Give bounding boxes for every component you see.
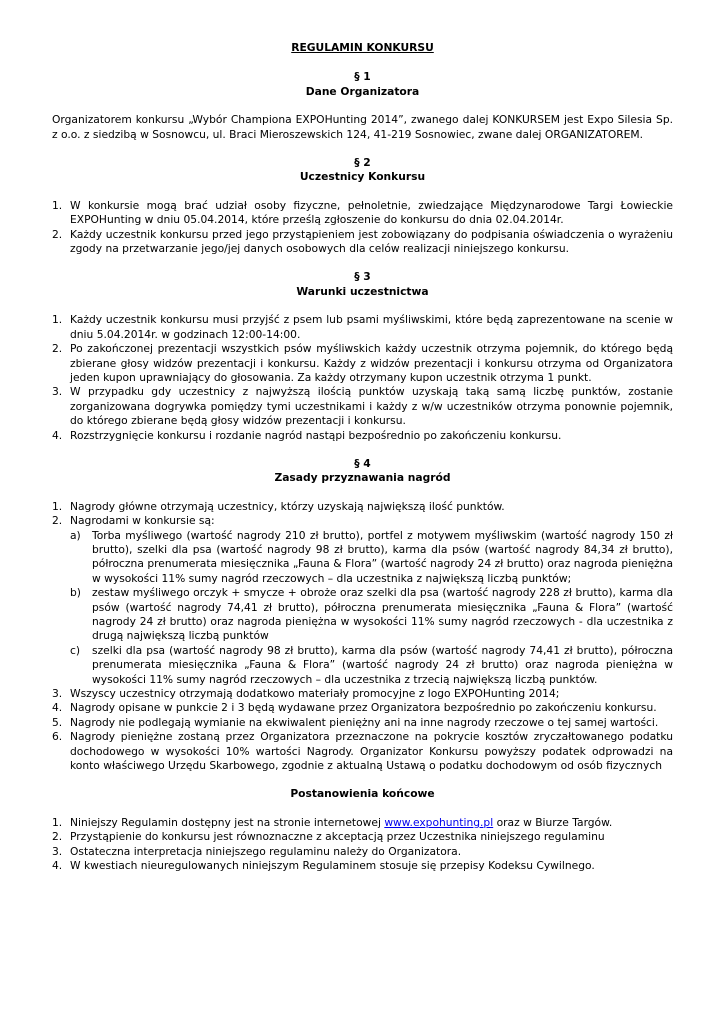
sublist-item-text: zestaw myśliwego orczyk + smycze + obroże oraz szelki dla psa (wartość nagrody 228 zł brutto), karma dla psów (wartość nagrody 74,41 zł brutto), półroczna prenumerata miesięcznika „Fauna & Flora” (wartość nagrody 24 zł brutto) oraz nagroda pieniężna w wysokości 11% sumy nagród rzeczowych - dla uczestnika z drugą największą liczbą punktów	[92, 586, 673, 643]
section-1-number: § 1	[354, 70, 371, 84]
list-marker: 2.	[52, 227, 63, 241]
sublist-marker: b)	[70, 586, 81, 600]
section-3-number: § 3	[354, 270, 371, 284]
list-item	[52, 514, 673, 687]
list-item	[52, 313, 673, 342]
list-item	[52, 815, 673, 830]
list-item-text: Wszyscy uczestnicy otrzymają dodatkowo materiały promocyjne z logo EXPOHunting 2014;	[70, 687, 560, 701]
sublist-item	[70, 586, 673, 644]
section-4-list	[52, 500, 673, 774]
list-marker: 6.	[52, 730, 63, 744]
list-marker: 1.	[52, 313, 63, 327]
sublist-item-text: Torba myśliwego (wartość nagrody 210 zł brutto), portfel z motywem myśliwskim (wartość nagrody 150 zł brutto), szelki dla psa (wartość nagrody 98 zł brutto), karma dla psów (wartość nagrody 84,34 zł brutto), półroczna prenumerata miesięcznika „Fauna & Flora” (wartość nagrody 24 zł brutto) oraz nagroda pieniężna w wysokości 11% sumy nagród rzeczowych – dla uczestnika z największą liczbą punktów;	[92, 528, 673, 585]
list-item	[52, 342, 673, 385]
list-item	[52, 830, 673, 844]
list-marker: 4.	[52, 701, 63, 715]
final-provisions-list	[52, 816, 673, 874]
section-1-heading: Dane Organizatora	[305, 84, 420, 98]
expohunting-link[interactable]: www.expohunting.pl	[384, 815, 494, 829]
list-item	[52, 687, 673, 701]
section-2-heading: Uczestnicy Konkursu	[299, 170, 426, 184]
list-item	[52, 499, 673, 514]
list-marker: 4.	[52, 428, 63, 442]
sublist-item-text: szelki dla psa (wartość nagrody 98 zł brutto), karma dla psów (wartość nagrody 74,41 zł brutto), półroczna prenumerata miesięcznika „Fauna & Flora” (wartość nagrody 24 zł brutto) oraz nagroda pieniężna w wysokości 11% sumy nagród rzeczowych – dla uczestnika z trzecią największą liczbą punktów.	[92, 643, 673, 686]
list-item	[52, 198, 673, 228]
list-item-text: Niniejszy Regulamin dostępny jest na stronie internetowej	[70, 815, 385, 829]
list-item	[52, 428, 673, 443]
section-4-heading: Zasady przyznawania nagród	[274, 471, 451, 485]
sublist-marker: c)	[70, 643, 81, 657]
list-item-text: W kwestiach nieuregulowanych niniejszym Regulaminem stosuje się przepisy Kodeksu Cywilnego.	[70, 859, 595, 873]
section-1-text: Organizatorem konkursu „Wybór Championa EXPOHunting 2014”, zwanego dalej KONKURSEM jest Expo Silesia Sp. z o.o. z siedzibą w Sosnowcu, ul. Braci Mieroszewskich 124, 41-219 Sosnowiec, zwane dalej ORGANIZATOREM.	[52, 113, 673, 141]
section-4-number: § 4	[354, 456, 371, 470]
list-marker: 2.	[52, 830, 63, 844]
section-3-heading: Warunki uczestnictwa	[296, 284, 429, 298]
list-marker: 3.	[52, 687, 63, 701]
list-marker: 2.	[52, 342, 63, 356]
sublist-item	[70, 528, 673, 587]
list-item-text: Nagrody nie podlegają wymianie na ekwiwalent pieniężny ani na inne nagrody rzeczowe o tej samej wartości.	[70, 715, 659, 729]
list-item-text: Ostateczna interpretacja niniejszego regulaminu należy do Organizatora.	[70, 844, 462, 858]
list-item-text: Nagrody główne otrzymają uczestnicy, którzy uzyskają największą ilość punktów.	[70, 499, 505, 513]
list-item-text: Nagrodami w konkursie są:	[70, 514, 215, 528]
prize-sublist	[70, 529, 673, 687]
list-item	[52, 385, 673, 428]
list-marker: 3.	[52, 385, 63, 399]
list-item-text: W konkursie mogą brać udział osoby fizyczne, pełnoletnie, zwiedzające Międzynarodowe Targi Łowieckie EXPOHunting w dniu 05.04.2014, które prześlą zgłoszenie do konkursu do dnia 02.04.2014r.	[70, 198, 673, 227]
list-item	[52, 701, 673, 715]
list-item	[52, 227, 673, 257]
list-item-text: Nagrody opisane w punkcie 2 i 3 będą wydawane przez Organizatora bezpośrednio po zakończeniu konkursu.	[70, 701, 657, 715]
final-provisions-heading: Postanowienia końcowe	[290, 787, 435, 801]
sublist-item	[70, 643, 673, 687]
section-3-list	[52, 313, 673, 443]
list-marker: 5.	[52, 715, 63, 729]
list-marker: 2.	[52, 514, 63, 528]
list-item-text: Przystąpienie do konkursu jest równoznaczne z akceptacją przez Uczestnika niniejszego regulaminu	[70, 830, 605, 844]
section-2-list	[52, 199, 673, 257]
list-item-text: Każdy uczestnik konkursu przed jego przystąpieniem jest zobowiązany do podpisania oświadczenia o wyrażeniu zgody na przetwarzanie jego/jej danych osobowych dla celów realizacji niniejszego konkursu.	[70, 227, 673, 256]
sublist-marker: a)	[70, 528, 81, 542]
list-item	[52, 715, 673, 730]
section-2-number: § 2	[354, 156, 371, 170]
list-item-text: Po zakończonej prezentacji wszystkich psów myśliwskich każdy uczestnik otrzyma pojemnik, do którego będą zbierane głosy widzów prezentacji i konkursu. Każdy z widzów prezentacji i konkursu otrzyma od Organizatora jeden kupon uprawniający do głosowania. Za każdy otrzymany kupon uczestnik otrzyma 1 punkt.	[70, 342, 673, 384]
list-marker: 1.	[52, 815, 63, 829]
list-item-text: Każdy uczestnik konkursu musi przyjść z psem lub psami myśliwskimi, które będą zaprezentowane na scenie w dniu 5.04.2014r. w godzinach 12:00-14:00.	[70, 313, 673, 341]
list-marker: 1.	[52, 499, 63, 513]
list-marker: 4.	[52, 859, 63, 873]
list-item	[52, 730, 673, 773]
list-marker: 1.	[52, 198, 63, 212]
list-item-text: Rozstrzygnięcie konkursu i rozdanie nagród nastąpi bezpośrednio po zakończeniu konkursu.	[70, 428, 562, 442]
list-item-text: W przypadku gdy uczestnicy z najwyższą ilością punktów uzyskają taką samą liczbę punktów, zostanie zorganizowana dogrywka pomiędzy tymi uczestnikami i każdy z w/w uczestników otrzyma ponownie pojemnik, do którego zbierane będą głosy widzów prezentacji i konkursu.	[70, 385, 673, 428]
list-item	[52, 844, 673, 859]
list-marker: 3.	[52, 844, 63, 858]
list-item-text: Nagrody pieniężne zostaną przez Organizatora przeznaczone na pokrycie kosztów zryczałtowanego podatku dochodowego w wysokości 10% wartości Nagrody. Organizator Konkursu powyższy podatek odprowadzi na konto właściwego Urzędu Skarbowego, zgodnie z aktualną Ustawą o podatku dochodowym od osób fizycznych	[70, 730, 673, 773]
list-item-text: oraz w Biurze Targów.	[493, 815, 613, 829]
document-title: REGULAMIN KONKURSU	[291, 41, 434, 54]
list-item	[52, 859, 673, 873]
